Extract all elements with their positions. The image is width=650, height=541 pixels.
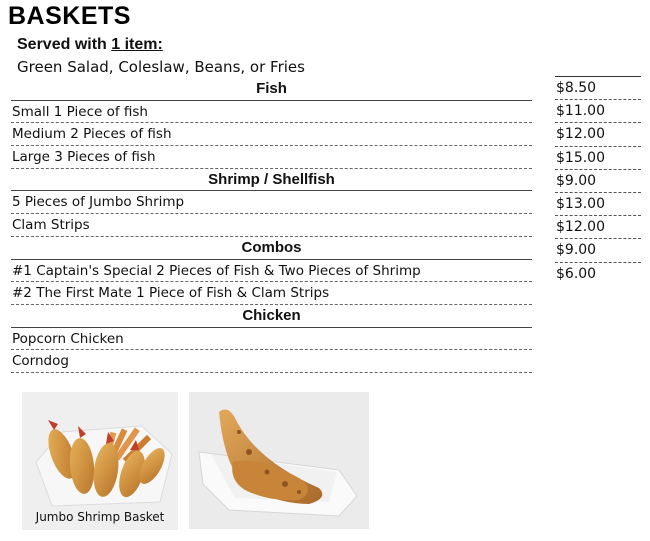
shrimp-basket-caption: Jumbo Shrimp Basket (35, 510, 165, 524)
price: $12.00 (555, 216, 641, 239)
side-options: Green Salad, Coleslaw, Beans, or Fries (17, 58, 305, 76)
menu-item: #2 The First Mate 1 Piece of Fish & Clam Strips (11, 282, 532, 305)
fish-basket-photo (189, 392, 369, 529)
served-with-count: 1 item: (111, 36, 163, 53)
menu-item: Corndog (11, 350, 532, 373)
price: $15.00 (555, 147, 641, 170)
menu-item: #1 Captain's Special 2 Pieces of Fish & Two Pieces of Shrimp (11, 260, 532, 283)
menu-item: Large 3 Pieces of fish (11, 146, 532, 169)
price: $9.00 (555, 170, 641, 193)
section-header-combos: Combos (11, 237, 532, 260)
price: $8.50 (555, 77, 641, 100)
shrimp-basket-photo (22, 392, 178, 530)
price: $13.00 (555, 193, 641, 216)
price: $6.00 (556, 265, 597, 282)
section-header-shrimp: Shrimp / Shellfish (11, 169, 532, 192)
page-title: BASKETS (8, 2, 131, 30)
price: $11.00 (555, 100, 641, 123)
menu-item: Small 1 Piece of fish (11, 101, 532, 124)
menu-items-column (11, 78, 532, 373)
menu-item: Clam Strips (11, 214, 532, 237)
section-header-chicken: Chicken (11, 305, 532, 328)
price: $12.00 (555, 123, 641, 146)
menu-item: 5 Pieces of Jumbo Shrimp (11, 191, 532, 214)
price-column (555, 76, 641, 286)
menu-item: Medium 2 Pieces of fish (11, 123, 532, 146)
served-with-note (17, 36, 163, 54)
served-with-prefix: Served with (17, 36, 112, 53)
fish-basket-image (189, 392, 369, 529)
section-header-fish: Fish (11, 78, 532, 101)
price: $9.00 (555, 239, 641, 262)
menu-item: Popcorn Chicken (11, 328, 532, 351)
